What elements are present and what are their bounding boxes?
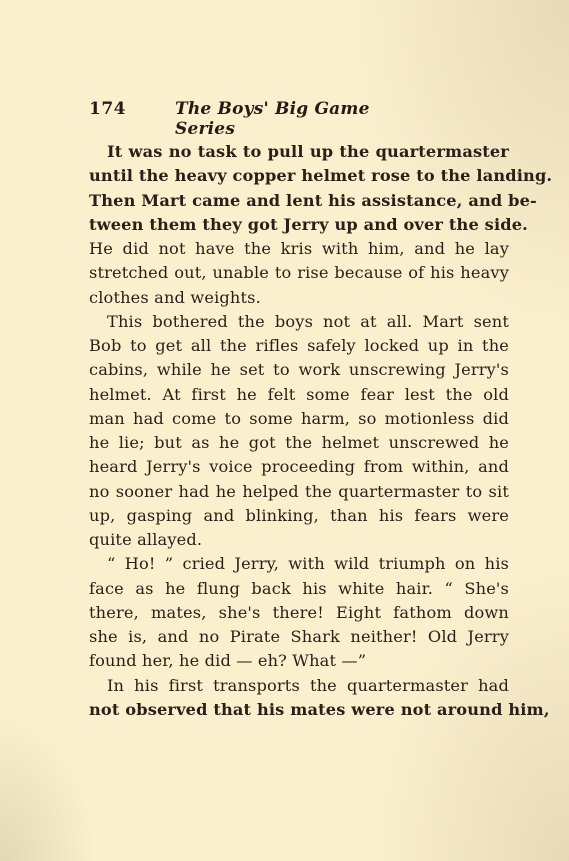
- text-line: no sooner had he helped the quartermaster to sit: [89, 481, 509, 501]
- text-line: This bothered the boys not at all. Mart sent: [107, 311, 509, 331]
- text-line: clothes and weights.: [89, 287, 261, 307]
- text-line: It was no task to pull up the quartermaster: [107, 142, 509, 161]
- text-line: found her, he did — eh? What —”: [89, 651, 367, 671]
- text-line: Then Mart came and lent his assistance, and be-: [89, 190, 537, 210]
- text-line: until the heavy copper helmet rose to the landing.: [89, 166, 553, 186]
- text-line: there, mates, she's there! Eight fathom down: [89, 602, 509, 622]
- running-header: [89, 99, 429, 139]
- text-line: cabins, while he set to work unscrewing Jerry's: [89, 360, 509, 380]
- text-line: man had come to some harm, so motionless did: [89, 408, 509, 428]
- text-line: quite allayed.: [89, 530, 203, 549]
- text-line: Bob to get all the rifles safely locked up in the: [89, 336, 509, 355]
- text-line: up, gasping and blinking, than his fears were: [89, 505, 509, 525]
- text-line: “ Ho! ” cried Jerry, with wild triumph on his: [107, 554, 509, 574]
- text-line: stretched out, unable to rise because of his heavy: [89, 263, 509, 283]
- text-line: He did not have the kris with him, and he lay: [89, 239, 509, 258]
- text-line: not observed that his mates were not around him,: [89, 699, 550, 719]
- text-line: In his first transports the quartermaster had: [107, 675, 509, 695]
- body-text: [89, 140, 553, 722]
- text-line: she is, and no Pirate Shark neither! Old Jerry: [89, 627, 509, 646]
- text-line: heard Jerry's voice proceeding from within, and: [89, 457, 509, 477]
- page-number: 174: [89, 99, 126, 119]
- series-title: The Boys' Big Game Series: [175, 99, 370, 139]
- text-line: helmet. At first he felt some fear lest the old: [89, 384, 509, 404]
- text-line: tween them they got Jerry up and over the side.: [89, 214, 528, 234]
- text-line: he lie; but as he got the helmet unscrewed he: [89, 433, 509, 452]
- text-line: face as he flung back his white hair. “ She's: [89, 578, 509, 598]
